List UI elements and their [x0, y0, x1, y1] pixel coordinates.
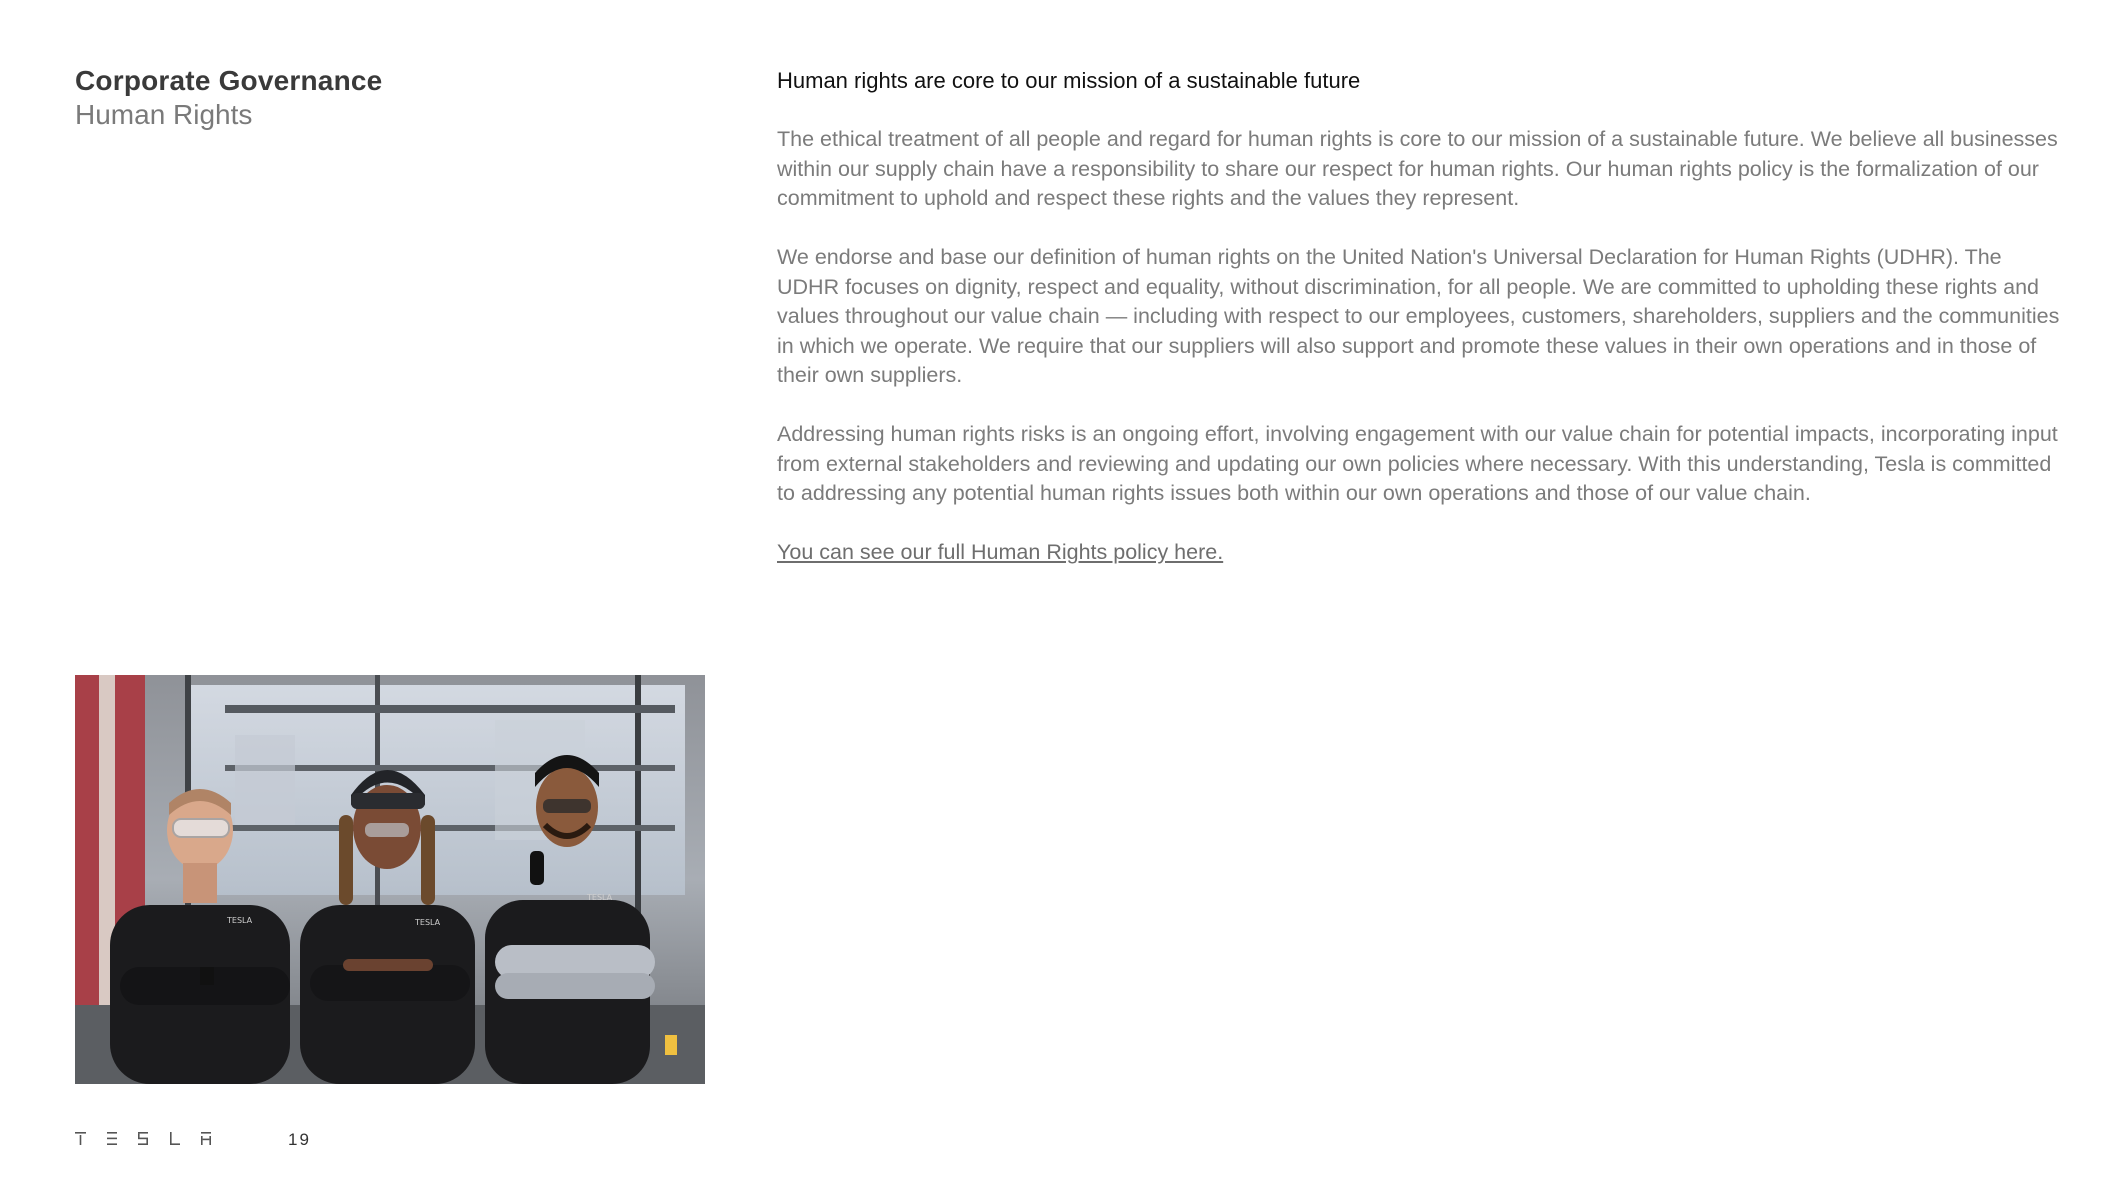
main-content	[777, 66, 2067, 568]
content-headline: Human rights are core to our mission of a sustainable future	[777, 68, 1361, 93]
shirt-logo-right: TESLA	[587, 893, 613, 902]
paragraph-risks: Addressing human rights risks is an ongoing effort, involving engagement with our value chain for potential impacts, incorporating input from external stakeholders and reviewing and updating our own policies where necessary. With this understanding, Tesla is committed to addressing any potential human rights issues both within our own operations and those of our value chain.	[777, 422, 2058, 505]
section-subtitle: Human Rights	[75, 99, 253, 130]
section-heading	[75, 64, 382, 132]
paragraph-udhr: We endorse and base our definition of human rights on the United Nation's Universal Declaration for Human Rights (UDHR). The UDHR focuses on dignity, respect and equality, without discrimination, for all people. We are committed to upholding these rights and values throughout our value chain — including with respect to our employees, customers, shareholders, suppliers and the communities in which we operate. We require that our suppliers will also support and promote these values in their own operations and in those of their own suppliers.	[777, 245, 2060, 387]
tesla-logo	[75, 1132, 215, 1151]
human-rights-policy-link[interactable]: You can see our full Human Rights policy here.	[777, 540, 1224, 564]
team-photo	[75, 675, 705, 1084]
shirt-logo-center: TESLA	[415, 918, 441, 927]
page-number: 19	[288, 1130, 311, 1149]
paragraph-ethical-treatment: The ethical treatment of all people and regard for human rights is core to our mission of a sustainable future. We believe all businesses within our supply chain have a responsibility to share our respect for human rights. Our human rights policy is the formalization of our commitment to uphold and respect these rights and the values they represent.	[777, 127, 2058, 210]
shirt-logo: TESLA	[227, 916, 253, 925]
section-title: Corporate Governance	[75, 65, 383, 96]
